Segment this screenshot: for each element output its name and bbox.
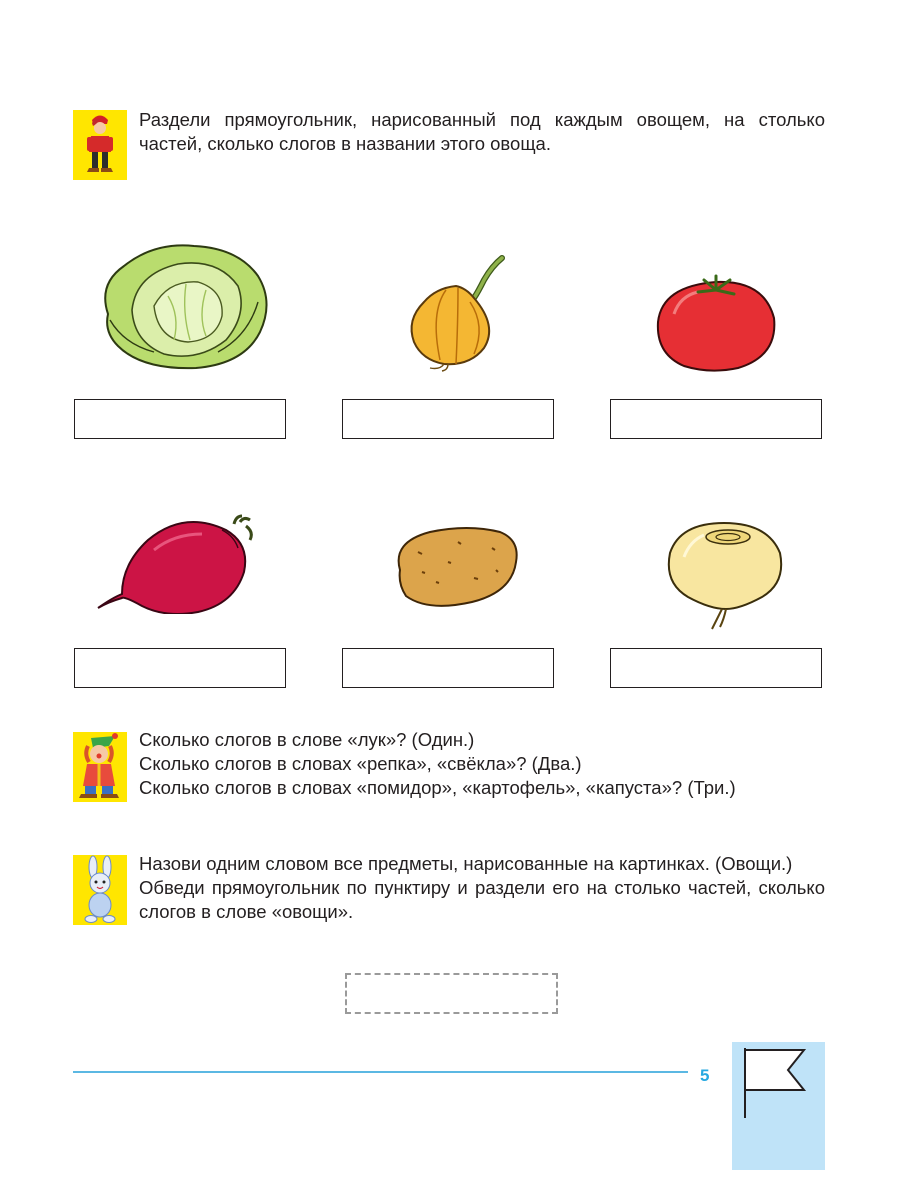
- task3-text-2: Обведи прямоугольник по пунктиру и раздели его на столько частей, сколько слогов в слове «овощи».: [139, 877, 825, 922]
- potato-icon: [388, 522, 522, 617]
- task3-instruction: [139, 852, 825, 924]
- task1-text: Раздели прямоугольник, нарисованный под каждым овощем, на столько частей, сколько слогов в названии этого овоща.: [139, 109, 825, 154]
- flag-panel: [732, 1042, 825, 1170]
- turnip-icon: [664, 517, 786, 636]
- task3-text-1: Назови одним словом все предметы, нарисованные на картинках. (Овощи.): [139, 853, 793, 874]
- flag-icon: [732, 1042, 825, 1170]
- dashed-answer-box-ovoshchi[interactable]: [345, 973, 558, 1014]
- cabbage-icon: [98, 240, 273, 377]
- onion-icon: [400, 252, 510, 377]
- task1-instruction: [139, 108, 825, 156]
- task2-questions: [139, 728, 825, 800]
- answer-box-tomato[interactable]: [610, 399, 822, 439]
- task2-line-3: Сколько слогов в словах «помидор», «картофель», «капуста»? (Три.): [139, 777, 736, 798]
- tomato-icon: [654, 272, 778, 379]
- clown-character-icon: [73, 732, 127, 802]
- page-number: 5: [700, 1066, 710, 1085]
- answer-box-onion[interactable]: [342, 399, 554, 439]
- beet-icon: [94, 514, 258, 619]
- answer-box-cabbage[interactable]: [74, 399, 286, 439]
- bunny-character-icon: [73, 855, 127, 925]
- answer-box-beet[interactable]: [74, 648, 286, 688]
- answer-box-turnip[interactable]: [610, 648, 822, 688]
- footer-divider: [73, 1071, 688, 1073]
- task2-line-1: Сколько слогов в слове «лук»? (Один.): [139, 729, 475, 750]
- task2-line-2: Сколько слогов в словах «репка», «свёкла»? (Два.): [139, 753, 582, 774]
- boy-character-icon: [73, 110, 127, 180]
- answer-box-potato[interactable]: [342, 648, 554, 688]
